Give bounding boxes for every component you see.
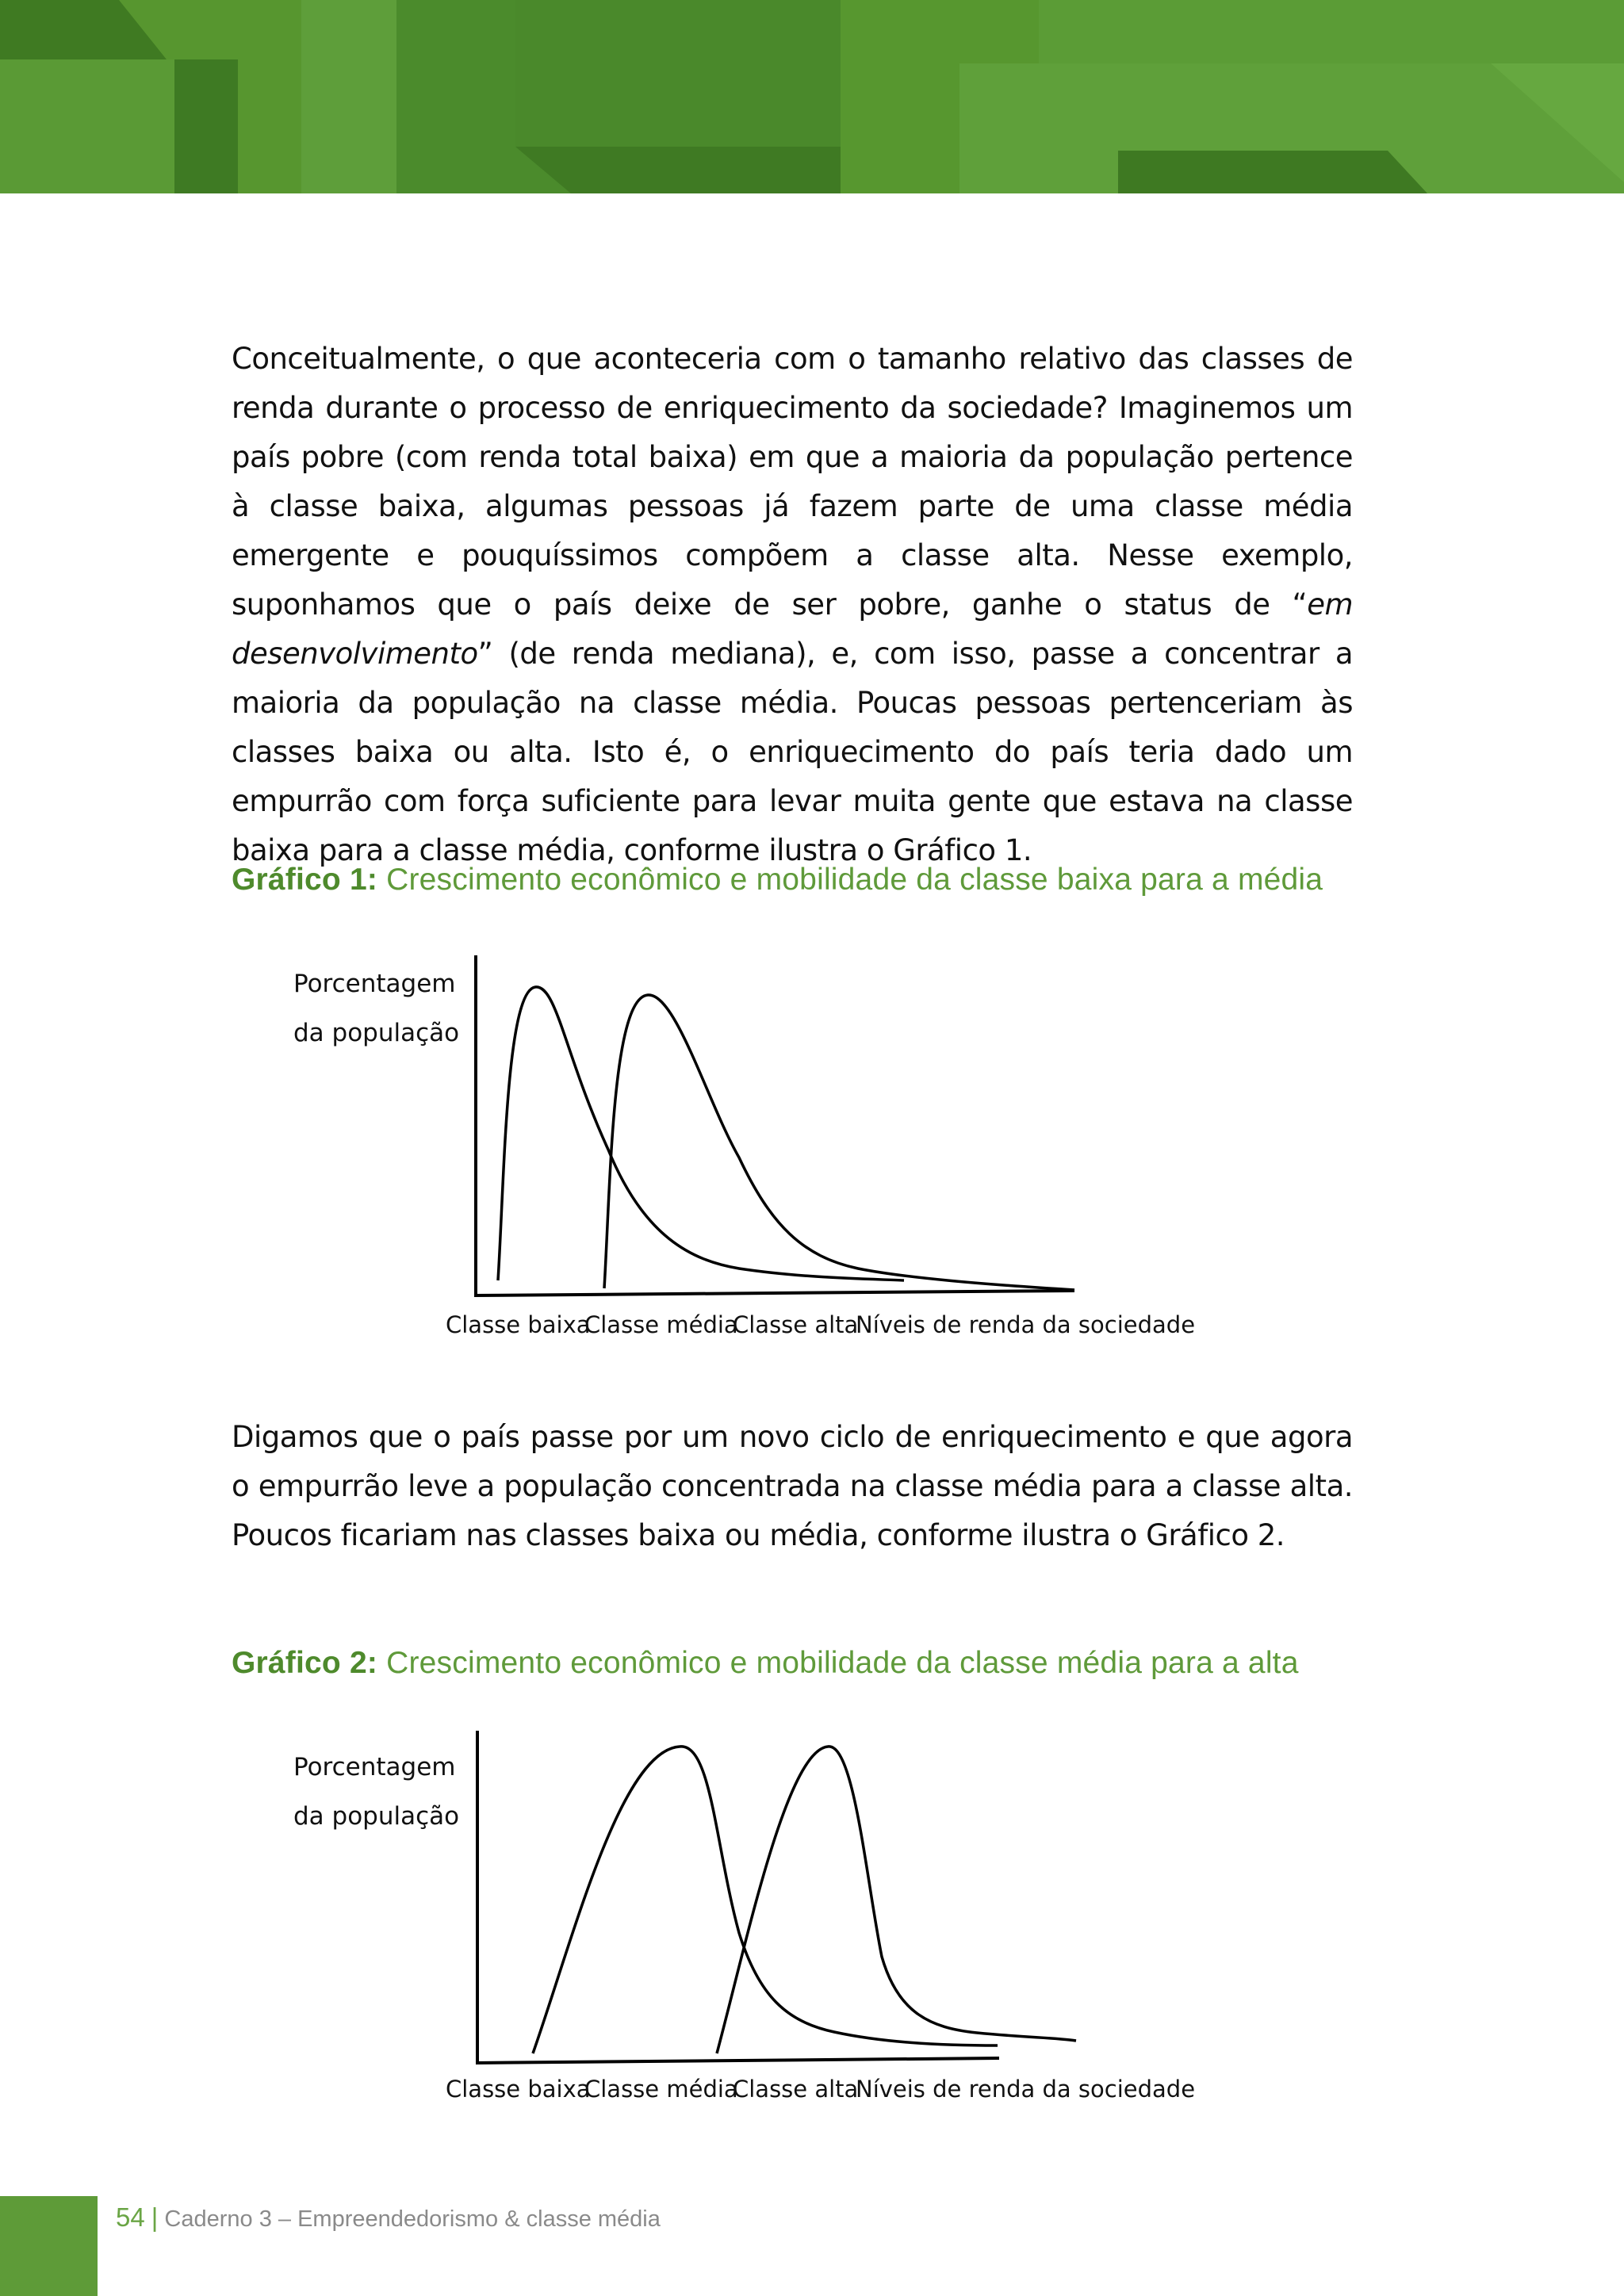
figure-1-title: Crescimento econômico e mobilidade da classe baixa para a média	[386, 863, 1323, 897]
body-paragraph-2: Digamos que o país passe por um novo ciclo de enriquecimento e que agora o empurrão leve a população concentrada na classe média para a classe alta. Poucos ficariam nas classes baixa ou média, conforme ilustra o Gráfico 2.	[232, 1420, 1353, 1552]
chart-2-xtick-classe-baixa: Classe baixa	[446, 2076, 591, 2103]
chart-2-xtick-classe-media: Classe média	[584, 2076, 738, 2103]
chart-1-ylabel-line-1: Porcentagem	[293, 970, 456, 998]
chart-2-x-axis	[476, 2058, 999, 2063]
figure-1-caption	[232, 863, 1358, 897]
chart-2-xtick-classe-alta: Classe alta	[733, 2076, 859, 2103]
chart-1-xlabel: Níveis de renda da sociedade	[856, 1311, 1196, 1338]
header-banner	[0, 0, 1624, 193]
chart-2	[232, 1727, 1262, 2171]
figure-1-label: Gráfico 1:	[232, 863, 378, 897]
chart-1-xtick-classe-baixa: Classe baixa	[446, 1311, 591, 1338]
chart-1-xtick-classe-media: Classe média	[584, 1311, 738, 1338]
footer-green-block	[0, 2196, 98, 2296]
chart-2-series-2-line	[717, 1747, 1076, 2053]
chart-2-ylabel-line-1: Porcentagem	[293, 1753, 456, 1781]
paragraph-1-text-b: ” (de renda mediana), e, com isso, passe a concentrar a maioria da população na classe média. Poucas pessoas pertenceriam às classes baixa ou alta. Isto é, o enriquecimento do país teria dado um empurrão com força suficiente para levar muita gente que estava na classe baixa para a classe média, conforme ilustra o Gráfico 1.	[232, 637, 1353, 867]
chart-2-ylabel-line-2: da população	[293, 1802, 460, 1831]
footer-separator: |	[151, 2202, 159, 2232]
chart-1-series-2-line	[604, 995, 1074, 1290]
paragraph-1-text-a: Conceitualmente, o que aconteceria com o tamanho relativo das classes de renda durante o processo de enriquecimento da sociedade? Imaginemos um país pobre (com renda total baixa) em que a maioria da população pertence à classe baixa, algumas pessoas já fazem parte de uma classe média emergente e pouquíssimos compõem a classe alta. Nesse exemplo, suponhamos que o país deixe de ser pobre, ganhe o status de “	[232, 342, 1353, 622]
chart-1	[232, 943, 1262, 1387]
figure-2-label: Gráfico 2:	[232, 1646, 378, 1680]
chart-1-ylabel-line-2: da população	[293, 1019, 460, 1047]
footer-title: Caderno 3 – Empreendedorismo & classe média	[164, 2206, 661, 2232]
body-paragraph-1	[232, 335, 1353, 875]
figure-2-title: Crescimento econômico e mobilidade da classe média para a alta	[386, 1646, 1299, 1680]
page-number: 54	[116, 2202, 145, 2232]
chart-2-xlabel: Níveis de renda da sociedade	[856, 2076, 1196, 2103]
chart-1-xtick-classe-alta: Classe alta	[733, 1311, 859, 1338]
chart-1-x-axis	[474, 1291, 1074, 1295]
paragraph-1-emphasis: em desenvolvimento	[232, 587, 1353, 671]
footer	[116, 2202, 661, 2233]
chart-1-series-1-line	[498, 987, 904, 1280]
figure-2-caption	[232, 1646, 1358, 1681]
chart-2-series-1-line	[533, 1747, 998, 2053]
